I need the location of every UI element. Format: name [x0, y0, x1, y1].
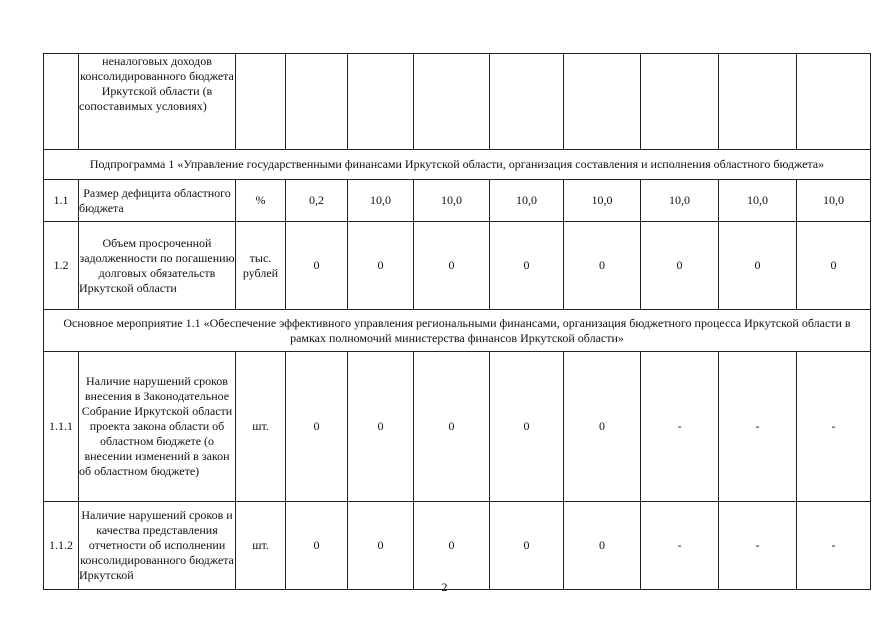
value-cell: - [797, 352, 871, 502]
value-cell: 10,0 [719, 180, 797, 222]
indicator-name: Размер дефицита областного бюджета [79, 180, 236, 222]
value-cell: - [719, 502, 797, 590]
value-cell: 0 [564, 502, 641, 590]
value-cell: 0 [490, 222, 564, 310]
value-cell [348, 54, 414, 150]
indicator-name: Наличие нарушений сроков внесения в Законодательное Собрание Иркутской области проекта закона области об областном бюджете (о внесении изменений в закон об областном бюджете) [79, 352, 236, 502]
value-cell [490, 54, 564, 150]
value-cell [797, 54, 871, 150]
value-cell: 10,0 [348, 180, 414, 222]
value-cell: 0 [564, 352, 641, 502]
table-row [44, 54, 871, 150]
table-row [44, 502, 871, 590]
row-number: 1.1.1 [44, 352, 79, 502]
value-cell: 0 [414, 502, 490, 590]
section-title: Подпрограмма 1 «Управление государственными финансами Иркутской области, организация составления и исполнения областного бюджета» [44, 150, 871, 180]
table-row [44, 222, 871, 310]
value-cell [286, 54, 348, 150]
value-cell: 10,0 [414, 180, 490, 222]
value-cell: 0 [414, 352, 490, 502]
value-cell: 0 [348, 502, 414, 590]
value-cell [719, 54, 797, 150]
value-cell: - [641, 502, 719, 590]
value-cell: 0 [286, 352, 348, 502]
value-cell: - [719, 352, 797, 502]
indicator-name: Наличие нарушений сроков и качества представления отчетности об исполнении консолидированного бюджета Иркутской [79, 502, 236, 590]
unit-cell: % [236, 180, 286, 222]
value-cell: 0 [286, 502, 348, 590]
value-cell: 0 [564, 222, 641, 310]
section-row [44, 150, 871, 180]
value-cell: 10,0 [564, 180, 641, 222]
unit-cell [236, 54, 286, 150]
value-cell: 10,0 [641, 180, 719, 222]
unit-cell: шт. [236, 352, 286, 502]
row-number: 1.1.2 [44, 502, 79, 590]
table-body [44, 54, 871, 590]
value-cell: - [641, 352, 719, 502]
row-number: 1.2 [44, 222, 79, 310]
value-cell: - [797, 502, 871, 590]
unit-cell: тыс. рублей [236, 222, 286, 310]
value-cell: 0 [719, 222, 797, 310]
value-cell [564, 54, 641, 150]
value-cell [641, 54, 719, 150]
value-cell [414, 54, 490, 150]
value-cell: 10,0 [797, 180, 871, 222]
value-cell: 0 [490, 502, 564, 590]
value-cell: 10,0 [490, 180, 564, 222]
indicator-name: Объем просроченной задолженности по погашению долговых обязательств Иркутской области [79, 222, 236, 310]
value-cell: 0 [490, 352, 564, 502]
section-row [44, 310, 871, 352]
indicators-table [43, 53, 871, 590]
value-cell: 0 [348, 352, 414, 502]
table-row [44, 352, 871, 502]
value-cell: 0,2 [286, 180, 348, 222]
row-number [44, 54, 79, 150]
section-title: Основное мероприятие 1.1 «Обеспечение эффективного управления региональными финансами, организация бюджетного процесса Иркутской области в рамках полномочий министерства финансов Иркутской области» [44, 310, 871, 352]
table-row [44, 180, 871, 222]
page-number: 2 [441, 580, 448, 594]
value-cell: 0 [348, 222, 414, 310]
unit-cell: шт. [236, 502, 286, 590]
value-cell: 0 [641, 222, 719, 310]
value-cell: 0 [414, 222, 490, 310]
indicator-name: неналоговых доходов консолидированного бюджета Иркутской области (в сопоставимых условиях) [79, 54, 236, 150]
value-cell: 0 [286, 222, 348, 310]
row-number: 1.1 [44, 180, 79, 222]
value-cell: 0 [797, 222, 871, 310]
